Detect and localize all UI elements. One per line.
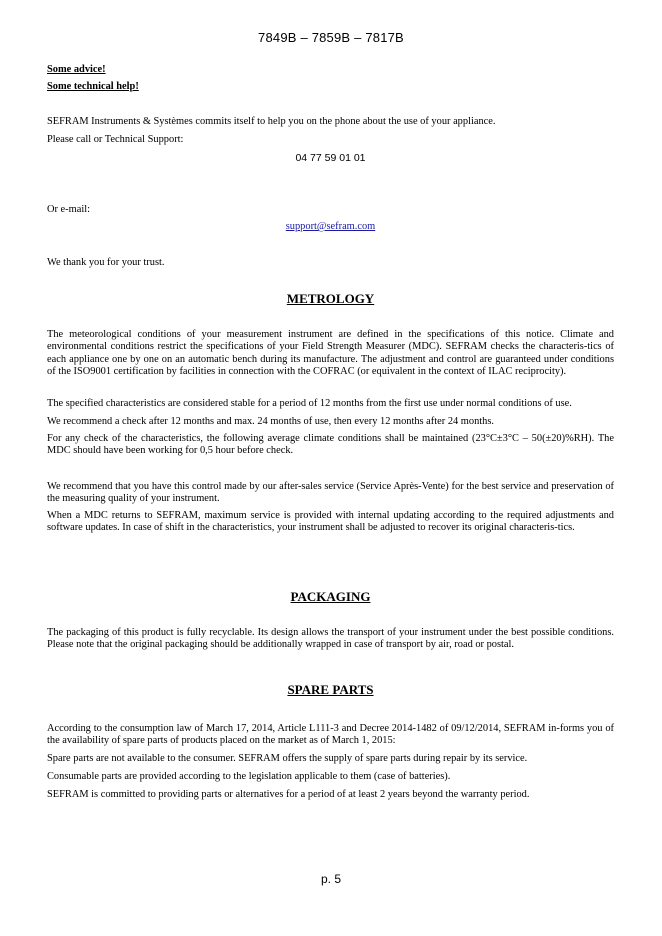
spare-parts-paragraph-3: Consumable parts are provided according to the legislation applicable to them (case of batteries). <box>47 771 451 782</box>
metrology-paragraph-4: For any check of the characteristics, the following average climate conditions shall be maintained (23°C±3°C – 50(±20)%RH). The MDC should have been working for 0,5 hour before check. <box>47 433 614 457</box>
metrology-paragraph-3: We recommend a check after 12 months and max. 24 months of use, then every 12 months after 24 months. <box>47 416 494 427</box>
spare-parts-heading: SPARE PARTS <box>287 682 374 697</box>
advice-title: Some advice! <box>47 64 106 75</box>
support-email-link[interactable]: support@sefram.com <box>285 221 376 232</box>
technical-help-title: Some technical help! <box>47 81 139 92</box>
page-header-title: 7849B – 7859B – 7817B <box>258 30 404 45</box>
thanks-text: We thank you for your trust. <box>47 257 165 268</box>
support-commitment-text: SEFRAM Instruments & Systèmes commits itself to help you on the phone about the use of your appliance. <box>47 116 496 127</box>
spare-parts-paragraph-4: SEFRAM is committed to providing parts or alternatives for a period of at least 2 years beyond the warranty period. <box>47 789 530 800</box>
packaging-paragraph: The packaging of this product is fully recyclable. Its design allows the transport of your instrument under the best possible conditions. Please note that the original packaging should be additionally wrapped in case of transport by air, road or postal. <box>47 627 614 651</box>
metrology-paragraph-1: The meteorological conditions of your measurement instrument are defined in the specifications of this notice. Climate and environmental conditions restrict the specifications of your Field Strength Measurer (MDC). SEFRAM checks the characteris-tics of each appliance one by one on an automatic bench during its manufacture. The adjustment and control are guaranteed under conditions of the ISO9001 certification by facilities in connection with the COFRAC (or equivalent in the context of ILAC reciprocity). <box>47 329 614 378</box>
page-number: p. 5 <box>320 872 341 886</box>
spare-parts-paragraph-1: According to the consumption law of March 17, 2014, Article L111-3 and Decree 2014-1482 of 09/12/2014, SEFRAM in-forms you of the availability of spare parts of products placed on the market as of March 1, 2015: <box>47 723 614 747</box>
metrology-heading: METROLOGY <box>286 291 375 306</box>
support-phone-number: 04 77 59 01 01 <box>295 152 366 164</box>
packaging-heading: PACKAGING <box>290 589 371 604</box>
spare-parts-paragraph-2: Spare parts are not available to the consumer. SEFRAM offers the supply of spare parts during repair by its service. <box>47 753 528 764</box>
metrology-paragraph-5: We recommend that you have this control made by our after-sales service (Service Après-Vente) for the best service and preservation of the measuring quality of your instrument. <box>47 481 614 505</box>
metrology-paragraph-2: The specified characteristics are considered stable for a period of 12 months from the first use under normal conditions of use. <box>47 398 572 409</box>
support-email-container <box>47 221 614 233</box>
call-prompt-text: Please call or Technical Support: <box>47 134 184 145</box>
metrology-paragraph-6: When a MDC returns to SEFRAM, maximum service is provided with internal updating according to the required adjustments and software updates. In case of shift in the characteristics, your instrument shall be adjusted to recover its original characteris-tics. <box>47 510 614 534</box>
email-prompt-text: Or e-mail: <box>47 204 90 215</box>
